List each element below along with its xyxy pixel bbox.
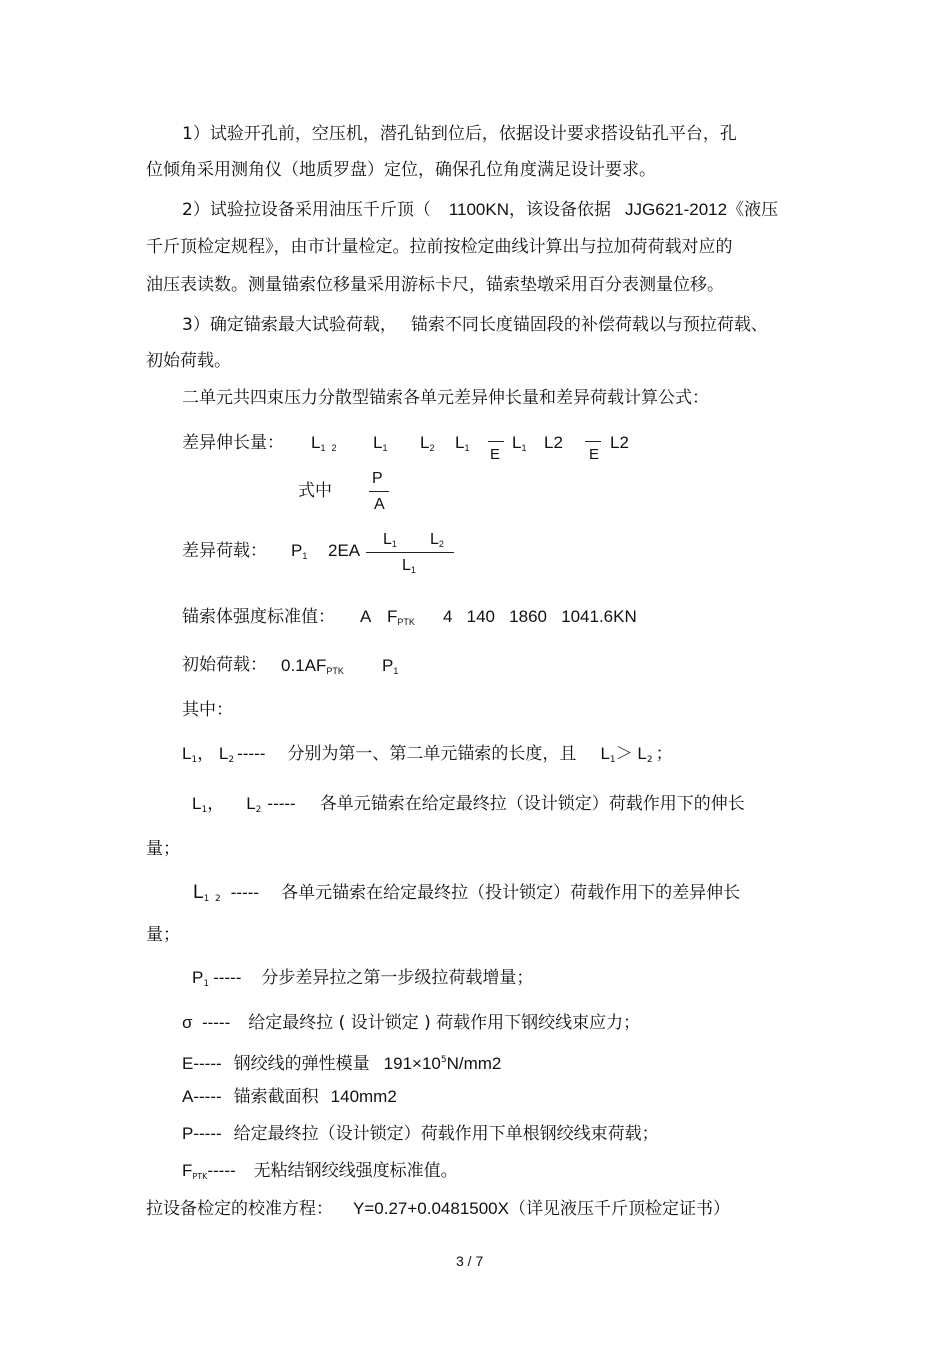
definition-row-2-tail: 量； — [146, 839, 180, 859]
fraction-bar — [585, 441, 601, 442]
page-number: 3 / 7 — [456, 1253, 484, 1269]
para-3-part-1: 3）确定锚索最大试验荷载， — [182, 315, 397, 335]
definition-row-7: A----- 锚索截面积 140mm2 — [182, 1087, 397, 1107]
fraction-bar — [369, 491, 389, 492]
definition-row-6: E----- 钢绞线的弹性模量 $191\times 10^5N/mm2$ — [182, 1054, 502, 1074]
definitions-heading: 其中： — [182, 700, 233, 720]
para-2-part-1: 2）试验拉设备采用油压千斤顶（ — [182, 200, 431, 220]
definition-row-9: $F_{PTK}-----$ 无粘结钢绞线强度标准值。 — [182, 1161, 458, 1181]
diff-elong-term-3: $L_1$ — [455, 433, 470, 453]
init-lhs: $0.1AF_{PTK}$ — [281, 656, 344, 676]
modulus-e-2: E — [589, 446, 600, 463]
fraction-bar — [366, 552, 454, 553]
strength-f: $F_{PTK}$ — [387, 607, 415, 627]
frac-denominator: A — [374, 496, 385, 513]
para-3-part-2: 锚索不同长度锚固段的补偿荷载以与预拉荷载、 — [410, 315, 768, 335]
definition-row-1: $L_1$， $L_2$ ----- 分别为第一、第二单元锚索的长度，且 $L_1> L_2$ ； — [182, 744, 673, 765]
para-1-line-2: 位倾角采用测角仪（地质罗盘）定位，确保孔位角度满足设计要求。 — [146, 160, 656, 180]
calibration-line — [146, 1198, 730, 1220]
diff-elong-lhs: $L_1$ $_2$ — [311, 433, 337, 453]
where-label: 式中 — [298, 481, 332, 501]
diff-elong-label: 差异伸长量： — [182, 433, 284, 453]
definition-row-3-tail: 量； — [146, 925, 180, 945]
diff-elong-term-6: L2 — [610, 433, 629, 452]
diff-load-den: $L_1$ — [402, 557, 416, 575]
strength-a: A — [360, 607, 372, 626]
definition-row-2: $L_1$， $L_2$ ----- 各单元锚索在给定最终拉（设计锁定）荷载作用下的伸长 — [192, 794, 745, 815]
diff-load-lhs: $P_1$ — [291, 541, 308, 561]
para-1-line-1: 1）试验开孔前，空压机，潜孔钻到位后，依据设计要求搭设钻孔平台，孔 — [182, 124, 737, 144]
para-3-line-1 — [182, 314, 768, 336]
strength-label: 锚索体强度标准值： — [182, 607, 335, 627]
init-label: 初始荷载： — [182, 655, 267, 675]
definition-row-8: P----- 给定最终拉（设计锁定）荷载作用下单根钢绞线束荷载； — [182, 1124, 659, 1144]
diff-elong-term-5: L2 — [544, 433, 563, 452]
definition-row-5: σ ----- 给定最终拉 ( 设计锁定 ) 荷载作用下钢绞线束应力； — [182, 1013, 641, 1033]
diff-elong-term-1: $L_1$ — [373, 433, 388, 453]
para-2-part-3: JJG621-2012《液压 — [625, 200, 779, 219]
diff-elong-term-4: $L_1$ — [512, 433, 527, 453]
para-4: 二单元共四束压力分散型锚索各单元差异伸长量和差异荷载计算公式： — [182, 388, 709, 408]
para-2-line-1 — [182, 199, 778, 221]
calibration-equation: Y=0.27+0.0481500X（详见液压千斤顶检定证书） — [353, 1199, 730, 1218]
strength-value: 4 140 1860 1041.6KN — [443, 607, 637, 626]
diff-load-label: 差异荷载： — [182, 541, 267, 561]
diff-load-num-2: $L_2$ — [430, 531, 444, 549]
definition-row-4: $P_1$ ----- 分步差异拉之第一步级拉荷载增量； — [192, 968, 534, 989]
para-3-line-2: 初始荷载。 — [146, 351, 231, 371]
modulus-e-1: E — [490, 446, 501, 463]
para-2-line-2: 千斤顶检定规程》，由市计量检定。拉前按检定曲线计算出与拉加荷荷载对应的 — [146, 237, 733, 257]
diff-load-num-1: $L_1$ — [383, 531, 397, 549]
para-2-line-3: 油压表读数。测量锚索位移量采用游标卡尺，锚索垫墩采用百分表测量位移。 — [146, 275, 724, 295]
calibration-label: 拉设备检定的校准方程： — [146, 1199, 333, 1219]
frac-numerator: P — [372, 470, 383, 487]
definition-row-3: $L_{1 2}$ ----- 各单元锚索在给定最终拉（投计锁定）荷载作用下的差异伸长 — [193, 882, 741, 904]
para-2-part-2: 1100KN，该设备依据 — [448, 200, 612, 219]
fraction-bar — [488, 441, 504, 442]
init-p1: $P_1$ — [382, 656, 399, 676]
diff-elong-term-2: $L_2$ — [420, 433, 435, 453]
diff-load-2ea: 2EA — [328, 541, 361, 560]
